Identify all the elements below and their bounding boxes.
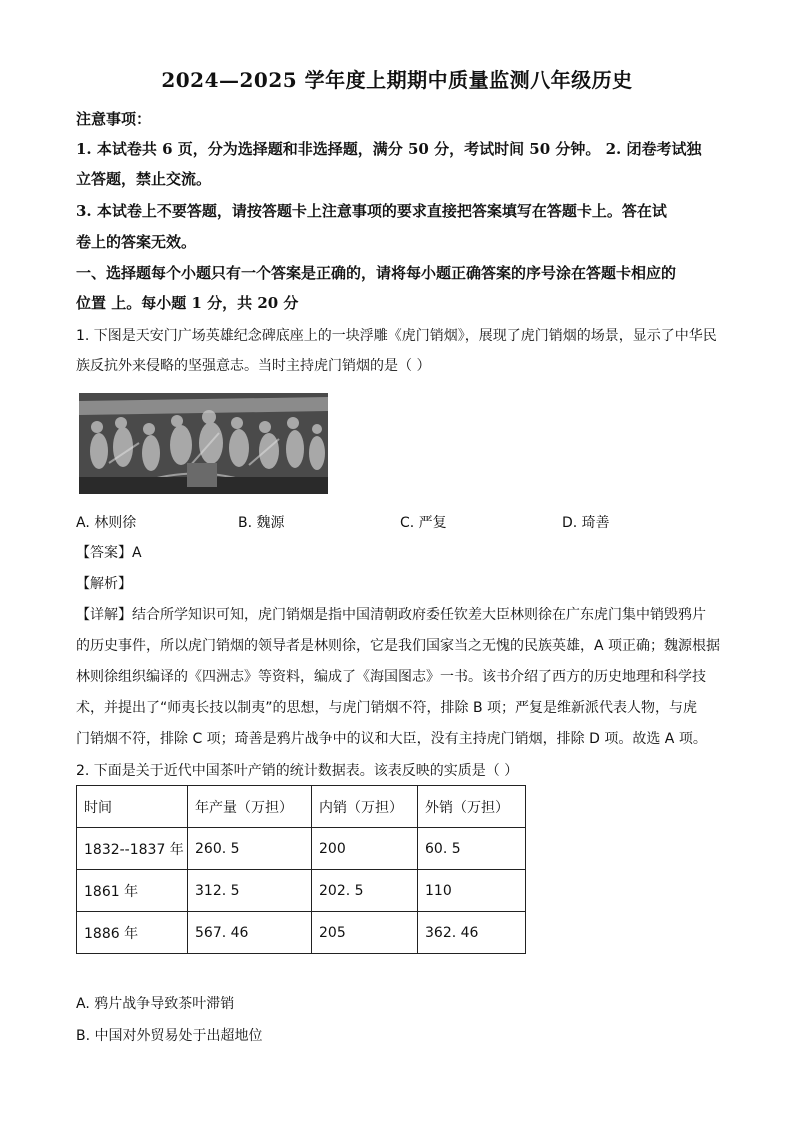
- table-cell: 110: [418, 870, 526, 912]
- table-cell: 362. 46: [418, 912, 526, 954]
- relief-carving-figures: [79, 393, 328, 494]
- table-cell: 60. 5: [418, 828, 526, 870]
- table-row: [77, 828, 526, 870]
- q1-stem-line2: 族反抗外来侵略的坚强意志。当时主持虎门销烟的是（ ）: [76, 358, 431, 374]
- q1-option-b: B. 魏源: [238, 515, 285, 531]
- notes-item-3b: 卷上的答案无效。: [76, 233, 197, 251]
- q2-option-a: A. 鸦片战争导致茶叶滞销: [76, 996, 235, 1012]
- table-cell: 312. 5: [188, 870, 312, 912]
- q1-detail-line4: 术，并提出了“师夷长技以制夷”的思想，与虎门销烟不符，排除 B 项；严复是维新派代表人物，与虎: [76, 700, 698, 716]
- table-row: [77, 870, 526, 912]
- q1-detail-line5: 门销烟不符，排除 C 项；琦善是鸦片战争中的议和大臣，没有主持虎门销烟，排除 D 项。故选 A 项。: [76, 731, 707, 747]
- table-cell: 260. 5: [188, 828, 312, 870]
- q1-option-a: A. 林则徐: [76, 515, 137, 531]
- q1-analysis-label: 【解析】: [76, 576, 132, 592]
- table-header-cell: 内销（万担）: [312, 786, 418, 828]
- q1-detail-line2: 的历史事件，所以虎门销烟的领导者是林则徐，它是我们国家当之无愧的民族英雄，A 项正确；魏源根据: [76, 638, 721, 654]
- section-instruction-1: 一、选择题每个小题只有一个答案是正确的，请将每小题正确答案的序号涂在答题卡相应的: [76, 264, 677, 282]
- table-cell: 1861 年: [77, 870, 188, 912]
- section-instruction-2: 位置 上。每小题 1 分，共 20 分: [76, 294, 299, 312]
- table-cell: 1886 年: [77, 912, 188, 954]
- q1-stem-line1: 1. 下图是天安门广场英雄纪念碑底座上的一块浮雕《虎门销烟》，展现了虎门销烟的场景，显示了中华民: [76, 328, 717, 344]
- table-header-row: [77, 786, 526, 828]
- table-header-cell: 外销（万担）: [418, 786, 526, 828]
- q1-detail-line1: 【详解】结合所学知识可知，虎门销烟是指中国清朝政府委任钦差大臣林则徐在广东虎门集中销毁鸦片: [76, 607, 706, 623]
- table-cell: 1832--1837 年: [77, 828, 188, 870]
- table-cell: 202. 5: [312, 870, 418, 912]
- q1-detail-line3: 林则徐组织编译的《四洲志》等资料，编成了《海国图志》一书。该书介绍了西方的历史地理和科学技: [76, 669, 706, 685]
- table-header-cell: 年产量（万担）: [188, 786, 312, 828]
- tea-data-table: [76, 785, 526, 954]
- notes-heading: 注意事项：: [76, 110, 152, 128]
- table-header-cell: 时间: [77, 786, 188, 828]
- q1-answer: 【答案】A: [76, 545, 142, 561]
- q1-option-c: C. 严复: [400, 515, 447, 531]
- table-cell: 200: [312, 828, 418, 870]
- table-cell: 567. 46: [188, 912, 312, 954]
- q2-option-b: B. 中国对外贸易处于出超地位: [76, 1028, 263, 1044]
- q2-stem: 2. 下面是关于近代中国茶叶产销的统计数据表。该表反映的实质是（ ）: [76, 763, 519, 779]
- table-cell: 205: [312, 912, 418, 954]
- relief-image: [79, 393, 328, 494]
- notes-item-3a: 3. 本试卷上不要答题，请按答题卡上注意事项的要求直接把答案填写在答题卡上。答在试: [76, 202, 667, 220]
- page-title: 2024—2025 学年度上期期中质量监测八年级历史: [161, 68, 633, 92]
- notes-item-1b: 立答题，禁止交流。: [76, 170, 212, 188]
- notes-item-1a: 1. 本试卷共 6 页，分为选择题和非选择题，满分 50 分，考试时间 50 分钟。 2. 闭卷考试独: [76, 140, 702, 158]
- table-row: [77, 912, 526, 954]
- q1-option-d: D. 琦善: [562, 515, 610, 531]
